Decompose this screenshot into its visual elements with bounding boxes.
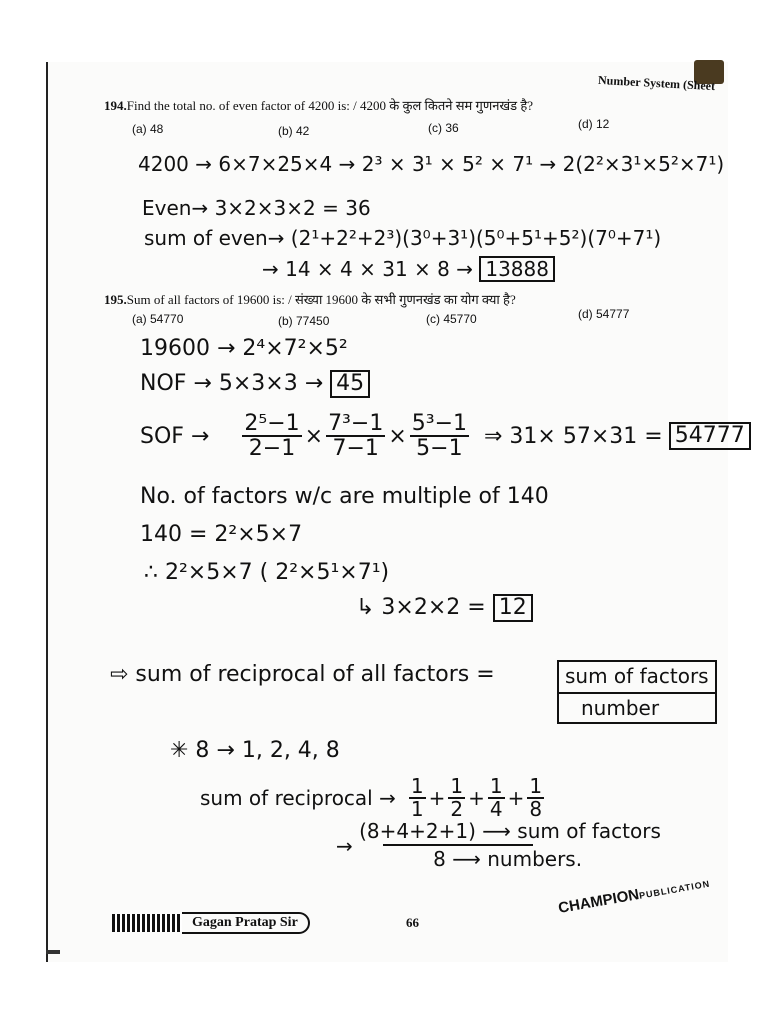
solution-step: ⇒ 31× 57×31 = <box>484 423 663 449</box>
solution-line: 140 = 2²×5×7 <box>140 522 303 547</box>
option-c: (c) 45770 <box>426 312 477 326</box>
option-d: (d) 12 <box>578 117 610 131</box>
option-b: (b) 77450 <box>278 314 330 328</box>
plus-sign: + <box>507 786 525 810</box>
solution-step: ↳ 3×2×2 = <box>356 595 486 620</box>
plus-sign: + <box>428 786 446 810</box>
boxed-answer: 45 <box>330 370 370 398</box>
fraction <box>410 412 469 460</box>
solution-line <box>140 370 370 398</box>
arrow-glyph: → <box>336 833 360 858</box>
scan-mark <box>46 950 60 954</box>
fraction-numerator: 7³−1 <box>328 411 384 436</box>
fraction-bar <box>559 692 715 694</box>
option-a: (a) 48 <box>132 122 164 136</box>
reciprocal-statement: ⇨ sum of reciprocal of all factors = <box>110 662 495 687</box>
times-sign: × <box>388 423 407 449</box>
solution-line: 19600 → 2⁴×7²×5² <box>140 336 348 361</box>
fraction-numerator: sum of factors <box>565 664 709 688</box>
author-name: Gagan Pratap Sir <box>182 912 310 934</box>
fraction-numerator: 1 <box>529 774 543 798</box>
fraction-denominator: number <box>581 696 660 720</box>
question-text: Sum of all factors of 19600 is: / संख्या 19600 के सभी गुणनखंड का योग क्या है? <box>126 292 516 307</box>
solution-line: sum of even→ (2¹+2²+2³)(3⁰+3¹)(5⁰+5¹+5²)(7⁰+7¹) <box>144 226 662 250</box>
fraction-numerator: 5³−1 <box>411 411 467 436</box>
fraction <box>409 776 426 820</box>
fraction <box>326 412 385 460</box>
question-number: 194. <box>104 98 127 113</box>
option-b: (b) 42 <box>278 124 310 138</box>
times-sign: × <box>304 423 324 449</box>
option-a: (a) 54770 <box>132 312 184 326</box>
fraction-numerator: 1 <box>489 774 503 798</box>
plus-sign: + <box>468 786 485 810</box>
fraction-denominator: 1 <box>410 797 424 821</box>
fraction-denominator: 4 <box>489 797 503 821</box>
publisher-sub: PUBLICATION <box>638 878 711 901</box>
example-line: ✳ 8 → 1, 2, 4, 8 <box>170 738 340 763</box>
question-number: 195. <box>104 292 127 307</box>
reciprocal-sum-line <box>200 776 547 820</box>
publisher-name: CHAMPION <box>557 886 641 917</box>
author-brand <box>112 912 328 934</box>
boxed-answer: 54777 <box>669 422 751 450</box>
sof-line <box>140 412 751 460</box>
fraction-denominator: 8 ⟶ numbers. <box>433 847 583 871</box>
solution-line <box>356 594 533 622</box>
solution-line: 4200 → 6×7×25×4 → 2³ × 3¹ × 5² × 7¹ → 2(2²×3¹×5²×7¹) <box>138 152 725 176</box>
fraction-denominator: 8 <box>529 797 543 821</box>
fraction-numerator: 1 <box>450 774 464 798</box>
fraction-denominator: 7−1 <box>332 436 379 462</box>
boxed-answer: 12 <box>493 594 533 622</box>
fraction <box>488 776 505 820</box>
question-194 <box>104 96 533 114</box>
brand-stripes <box>112 914 182 932</box>
fraction-denominator: 2−1 <box>248 436 296 462</box>
question-text: Find the total no. of even factor of 4200 is: / 4200 के कुल कितने सम गुणनखंड है? <box>126 98 533 113</box>
fraction-numerator: (8+4+2+1) ⟶ sum of factors <box>359 819 661 843</box>
solution-step: SOF → <box>140 423 210 449</box>
page-number: 66 <box>406 915 419 930</box>
solution-line: ∴ 2²×5×7 ( 2²×5¹×7¹) <box>144 560 390 585</box>
option-c: (c) 36 <box>428 121 459 135</box>
option-d: (d) 54777 <box>578 307 630 321</box>
solution-line: Even→ 3×2×3×2 = 36 <box>142 196 371 220</box>
fraction-numerator: 1 <box>410 774 424 798</box>
solution-step: → 14 × 4 × 31 × 8 → <box>262 257 473 281</box>
solution-step: NOF → 5×3×3 → <box>140 371 324 396</box>
fraction-denominator: 2 <box>450 797 464 821</box>
question-195 <box>104 290 516 308</box>
solution-line: No. of factors w/c are multiple of 140 <box>140 484 549 509</box>
final-fraction-line <box>336 820 661 871</box>
fraction-numerator: 2⁵−1 <box>244 411 300 436</box>
boxed-answer: 13888 <box>479 256 555 282</box>
fraction <box>242 412 301 460</box>
fraction-denominator: 5−1 <box>416 436 463 462</box>
solution-line <box>262 256 555 282</box>
boxed-fraction <box>557 660 717 724</box>
fraction <box>527 776 544 820</box>
sheet-header-title: Number System (Sheet <box>597 72 716 94</box>
solution-step: sum of reciprocal → <box>200 786 396 810</box>
fraction <box>448 776 465 820</box>
